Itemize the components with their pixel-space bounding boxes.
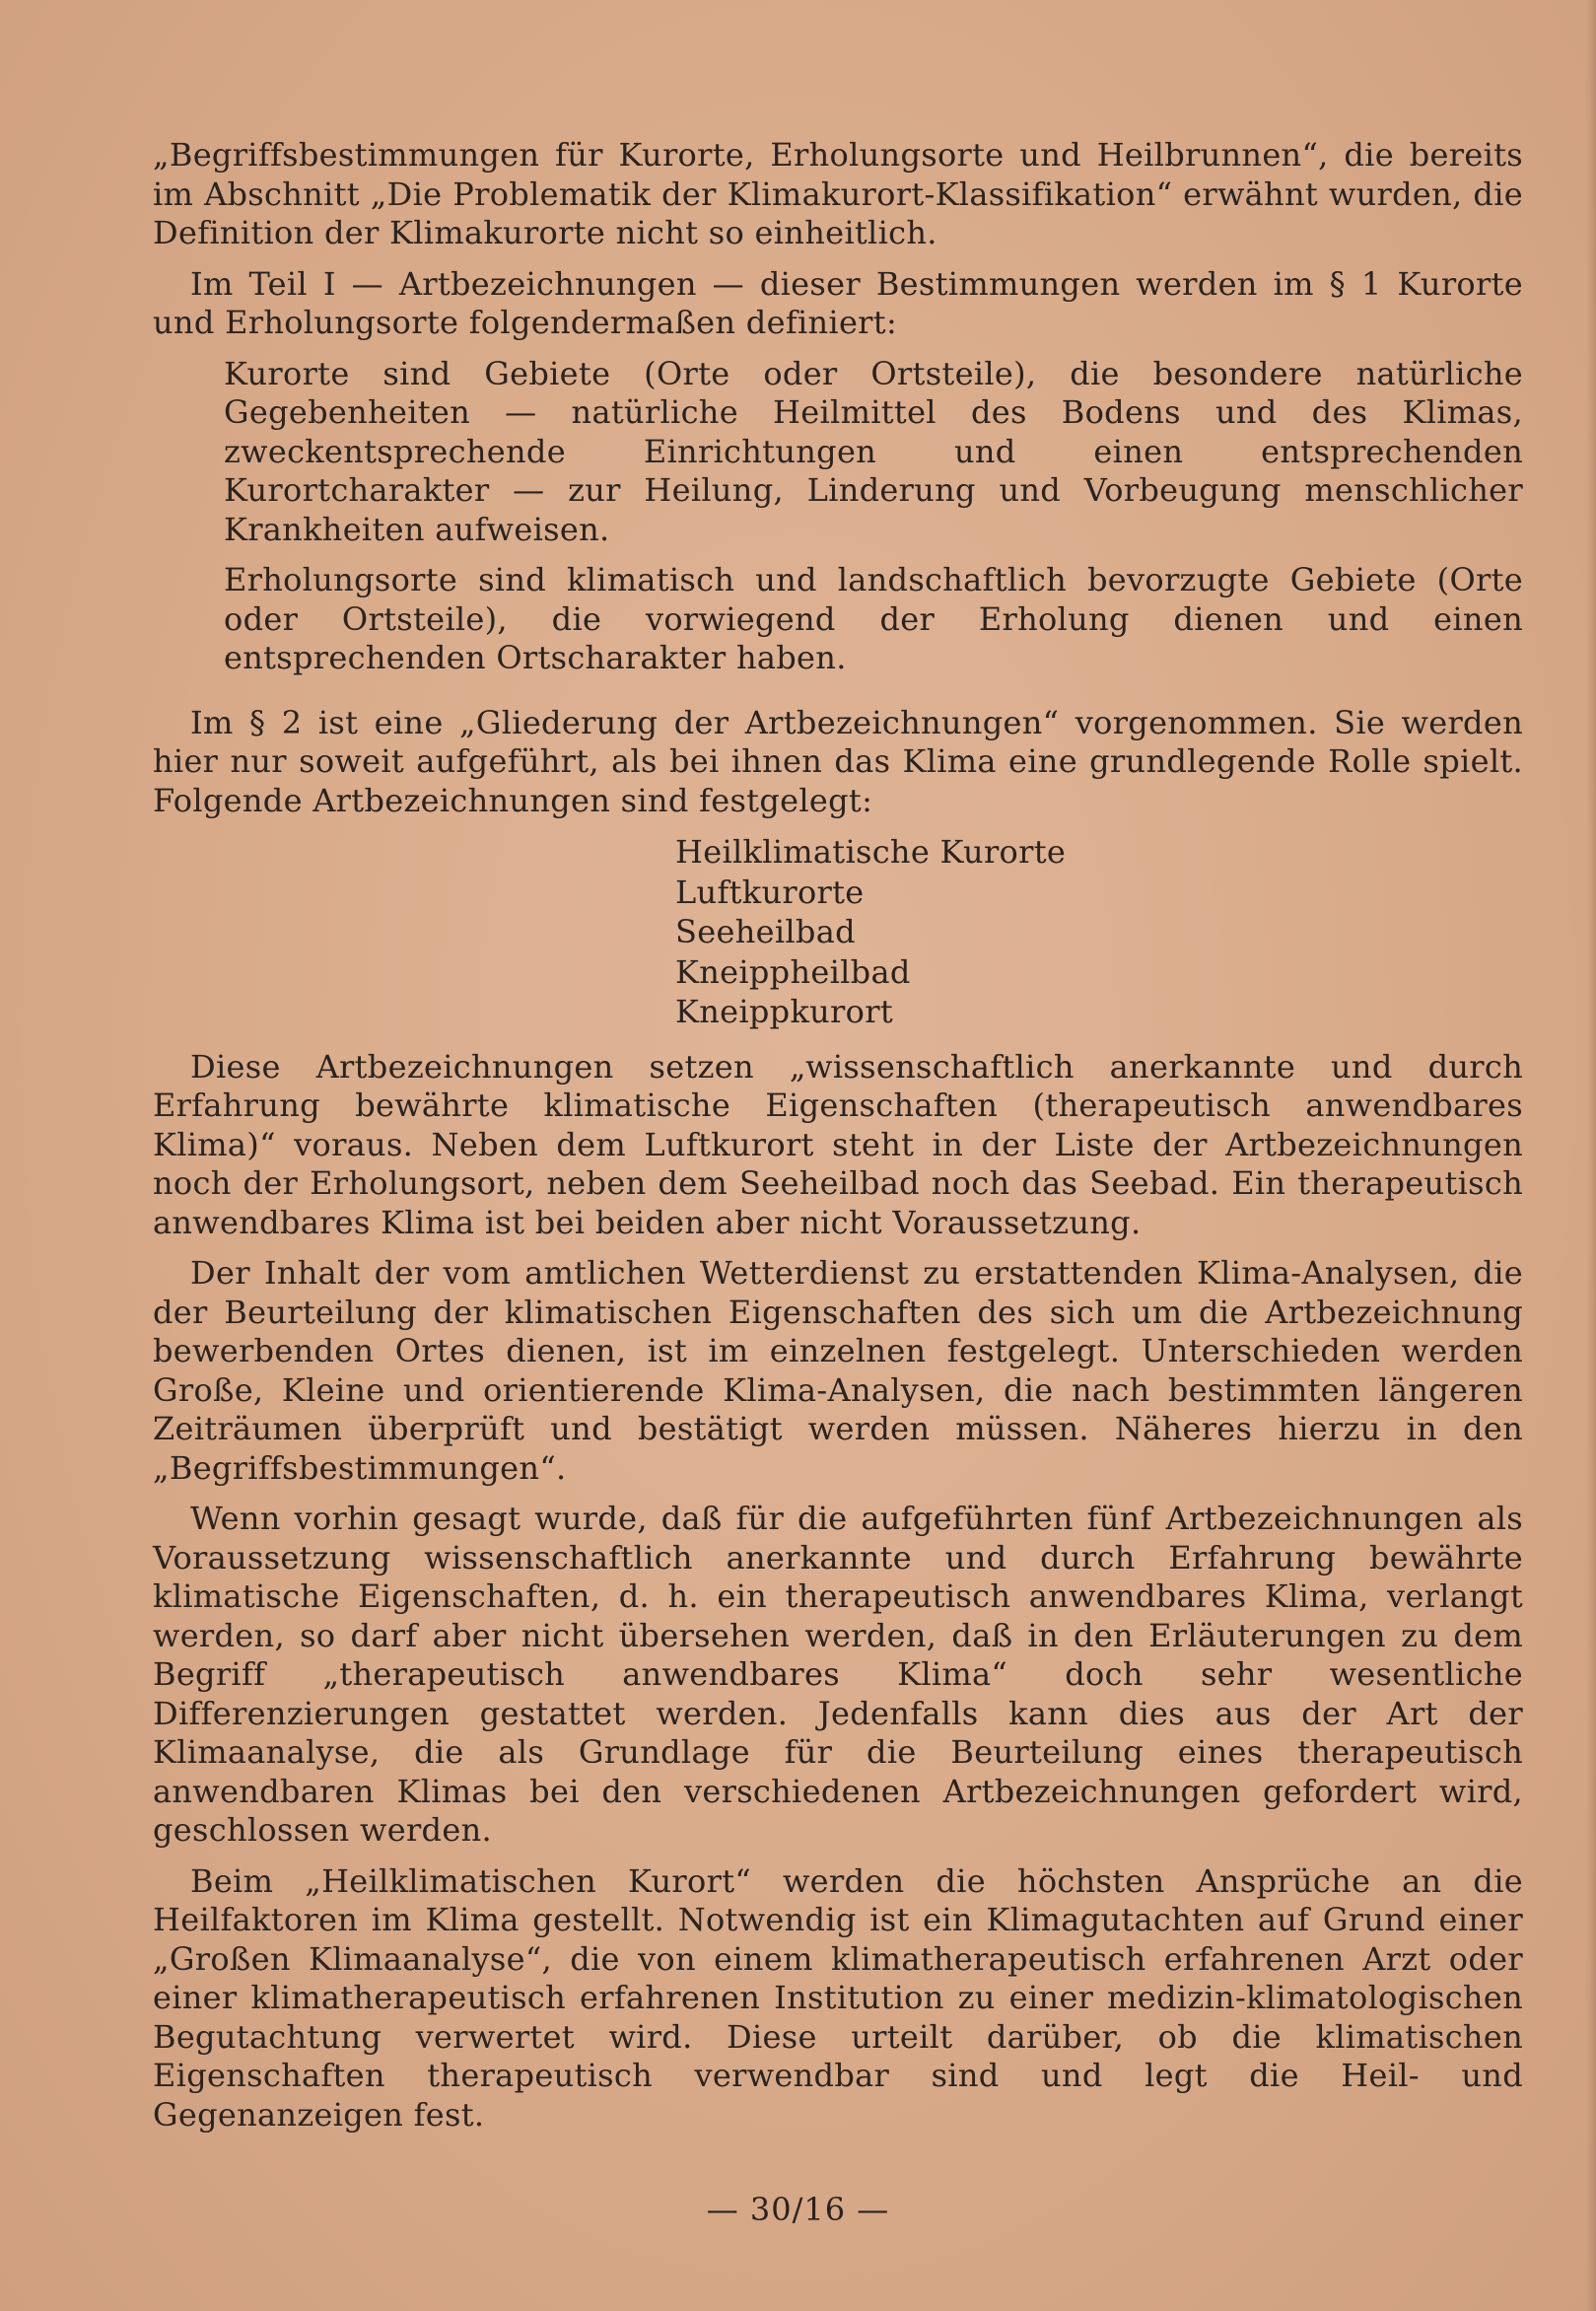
list-item: Kneippkurort: [675, 993, 893, 1030]
paragraph-klima-analysen: Der Inhalt der vom amtlichen Wetterdienst zu erstattenden Klima-Analysen, die der Beurteilung der klimatischen Eigenschaften des sich um die Artbezeichnung bewerbenden Ortes dienen, ist im einzelnen festgelegt. Unterschieden werden Große, Kleine und orientierende Klima-Analysen, die nach bestimmten längeren Zeiträumen überprüft und bestätigt werden müssen. Näheres hierzu in den „Begriffsbestimmungen“.: [153, 1254, 1523, 1487]
page-number: — 30/16 —: [706, 2191, 890, 2228]
list-item: Seeheilbad: [675, 913, 856, 950]
body-text: [153, 136, 1523, 2146]
artbezeichnungen-list: [675, 832, 1523, 1032]
list-item: Heilklimatische Kurorte: [675, 833, 1067, 871]
list-item: Kneippheilbad: [675, 952, 911, 991]
paragraph-voraussetzung: Diese Artbezeichnungen setzen „wissenschaftlich anerkannte und durch Erfahrung bewährte klimatische Eigenschaften (therapeutisch anwendbares Klima)“ voraus. Neben dem Luftkurort steht in der Liste der Artbezeichnungen noch der Erholungsort, neben dem Seeheilbad noch das Seebad. Ein therapeutisch anwendbares Klima ist bei beiden aber nicht Voraussetzung.: [153, 1047, 1523, 1241]
paragraph-heilklimatischer-kurort: Beim „Heilklimatischen Kurort“ werden die höchsten Ansprüche an die Heilfaktoren im Klima gestellt. Notwendig ist ein Klimagutachten auf Grund einer „Großen Klimaanalyse“, die von einem klimatherapeutisch erfahrenen Arzt oder einer klimatherapeutisch erfahrenen Institution zu einer medizin-klimatologischen Begutachtung verwertet wird. Diese urteilt darüber, ob die klimatischen Eigenschaften therapeutisch verwendbar sind und legt die Heil- und Gegenanzeigen fest.: [153, 1861, 1523, 2134]
list-item: Luftkurorte: [675, 873, 865, 911]
paragraph-teil-i: Im Teil I — Artbezeichnungen — dieser Bestimmungen werden im § 1 Kurorte und Erholungsorte folgendermaßen definiert:: [153, 264, 1523, 341]
paragraph-continuation: „Begriffsbestimmungen für Kurorte, Erholungsorte und Heilbrunnen“, die bereits im Abschnitt „Die Problematik der Klimakurort-Klassifikation“ erwähnt wurden, die Definition der Klimakurorte nicht so einheitlich.: [153, 136, 1523, 251]
definition-kurorte: Kurorte sind Gebiete (Orte oder Ortsteile), die besondere natürliche Gegebenheiten — natürliche Heilmittel des Bodens und des Klimas, zweckentsprechende Einrichtungen und einen entsprechenden Kurortcharakter — zur Heilung, Linderung und Vorbeugung menschlicher Krankheiten aufweisen.: [224, 354, 1523, 548]
definition-erholungsorte: Erholungsorte sind klimatisch und landschaftlich bevorzugte Gebiete (Orte oder Ortsteile), die vorwiegend der Erholung dienen und einen entsprechenden Ortscharakter haben.: [224, 561, 1523, 676]
paragraph-differenzierungen: Wenn vorhin gesagt wurde, daß für die aufgeführten fünf Artbezeichnungen als Voraussetzung wissenschaftlich anerkannte und durch Erfahrung bewährte klimatische Eigenschaften, d. h. ein therapeutisch anwendbares Klima, verlangt werden, so darf aber nicht übersehen werden, daß in den Erläuterungen zu dem Begriff „therapeutisch anwendbares Klima“ doch sehr wesentliche Differenzierungen gestattet werden. Jedenfalls kann dies aus der Art der Klimaanalyse, die als Grundlage für die Beurteilung eines therapeutisch anwendbaren Klimas bei den verschiedenen Artbezeichnungen gefordert wird, geschlossen werden.: [153, 1500, 1523, 1849]
paragraph-gliederung: Im § 2 ist eine „Gliederung der Artbezeichnungen“ vorgenommen. Sie werden hier nur soweit aufgeführt, als bei ihnen das Klima eine grundlegende Rolle spielt. Folgende Artbezeichnungen sind festgelegt:: [153, 703, 1523, 819]
page-edge-shadow: [1586, 0, 1596, 2311]
